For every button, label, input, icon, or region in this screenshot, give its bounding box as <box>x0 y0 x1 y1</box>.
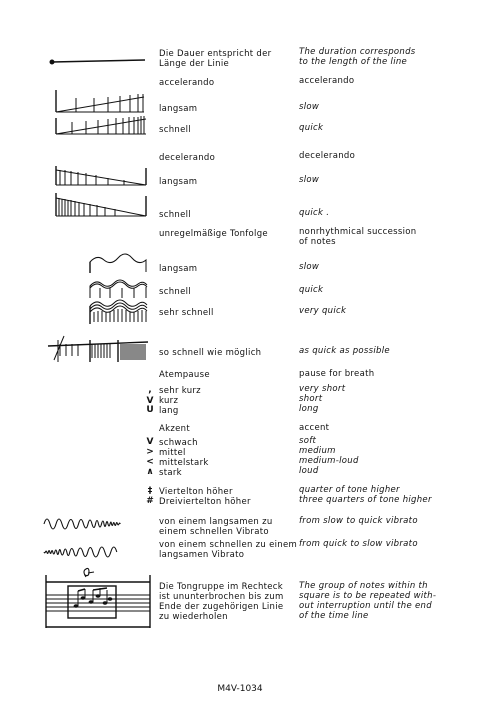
row-26-en: The group of notes within th square is to be repeated with- out interruption until the end of the time line <box>299 581 437 621</box>
row-21-de: stark <box>159 468 182 478</box>
row-5-de: decelerando <box>159 153 216 163</box>
row-22-de: Viertelton höher <box>159 487 233 497</box>
row-7-en: quick . <box>299 208 330 218</box>
row-1-en: The duration corresponds to the length of the line <box>299 47 416 67</box>
row-13-de: Atempause <box>159 370 210 380</box>
row-19-en: medium <box>299 446 336 456</box>
as-quick-as-possible-symbol <box>48 336 148 362</box>
row-16-de: lang <box>159 406 179 416</box>
row-18-en: soft <box>299 436 317 446</box>
row-9-en: slow <box>299 262 320 272</box>
row-8-de: unregelmäßige Tonfolge <box>159 229 268 239</box>
duration-line-symbol <box>50 60 145 64</box>
row-24-en: from slow to quick vibrato <box>299 516 418 526</box>
accent-loud-symbol: ∧ <box>146 467 154 477</box>
row-12-en: as quick as possible <box>299 346 390 356</box>
row-13-en: pause for breath <box>299 369 375 379</box>
row-19-de: mittel <box>159 448 186 458</box>
row-16-en: long <box>299 404 319 414</box>
row-3-de: langsam <box>159 104 198 114</box>
row-12-de: so schnell wie möglich <box>159 348 262 358</box>
row-6-de: langsam <box>159 177 198 187</box>
three-quarter-tone-symbol: # <box>146 496 154 506</box>
u-symbol: U <box>146 405 154 415</box>
page-footer: M4V-1034 <box>217 684 263 694</box>
repeat-box-symbol <box>46 568 150 628</box>
row-9-de: langsam <box>159 264 198 274</box>
irregular-quick-symbol <box>90 280 147 298</box>
accent-medium-symbol: > <box>146 447 154 457</box>
row-11-de: sehr schnell <box>159 308 214 318</box>
accent-soft-symbol: V <box>146 437 154 447</box>
row-17-en: accent <box>299 423 330 433</box>
row-25-en: from quick to slow vibrato <box>299 539 418 549</box>
row-25-de: von einem schnellen zu einem langsamen Vibrato <box>159 540 298 560</box>
v-symbol: V <box>146 396 154 406</box>
row-10-en: quick <box>299 285 324 295</box>
row-24-de: von einem langsamen zu einem schnellen Vibrato <box>159 517 273 537</box>
comma-symbol: , <box>148 385 152 395</box>
row-20-en: medium-loud <box>299 456 359 466</box>
row-18-de: schwach <box>159 438 198 448</box>
irregular-very-quick-symbol <box>90 300 147 324</box>
decelerando-slow-symbol <box>56 166 146 185</box>
row-23-de: Dreiviertelton höher <box>159 497 251 507</box>
vibrato-quick-to-slow-symbol <box>44 547 117 557</box>
row-14-de: sehr kurz <box>159 386 201 396</box>
row-1-de: Die Dauer entspricht der Länge der Linie <box>159 49 272 69</box>
row-14-en: very short <box>299 384 346 394</box>
row-5-en: decelerando <box>299 151 356 161</box>
row-15-en: short <box>299 394 323 404</box>
row-10-de: schnell <box>159 287 191 297</box>
row-7-de: schnell <box>159 210 191 220</box>
row-22-en: quarter of tone higher <box>299 485 400 495</box>
row-23-en: three quarters of tone higher <box>299 495 432 505</box>
row-20-de: mittelstark <box>159 458 209 468</box>
row-4-de: schnell <box>159 125 191 135</box>
vibrato-slow-to-quick-symbol <box>44 519 120 529</box>
irregular-slow-symbol <box>90 254 146 273</box>
accelerando-slow-symbol <box>56 90 144 112</box>
row-6-en: slow <box>299 175 320 185</box>
quarter-tone-symbol: ‡ <box>147 486 153 496</box>
row-2-en: accelerando <box>299 76 355 86</box>
row-26-de: Die Tongruppe im Rechteck ist ununterbrochen bis zum Ende der zugehörigen Linie zu wiederholen <box>159 582 284 622</box>
accent-medium-loud-symbol: < <box>146 457 154 467</box>
row-8-en: nonrhythmical succession of notes <box>299 227 417 247</box>
row-11-en: very quick <box>299 306 347 316</box>
row-4-en: quick <box>299 123 324 133</box>
accelerando-quick-symbol <box>56 116 146 134</box>
decelerando-quick-symbol <box>56 193 146 216</box>
row-3-en: slow <box>299 102 320 112</box>
row-17-de: Akzent <box>159 424 190 434</box>
row-21-en: loud <box>299 466 319 476</box>
row-15-de: kurz <box>159 396 179 406</box>
row-2-de: accelerando <box>159 78 215 88</box>
